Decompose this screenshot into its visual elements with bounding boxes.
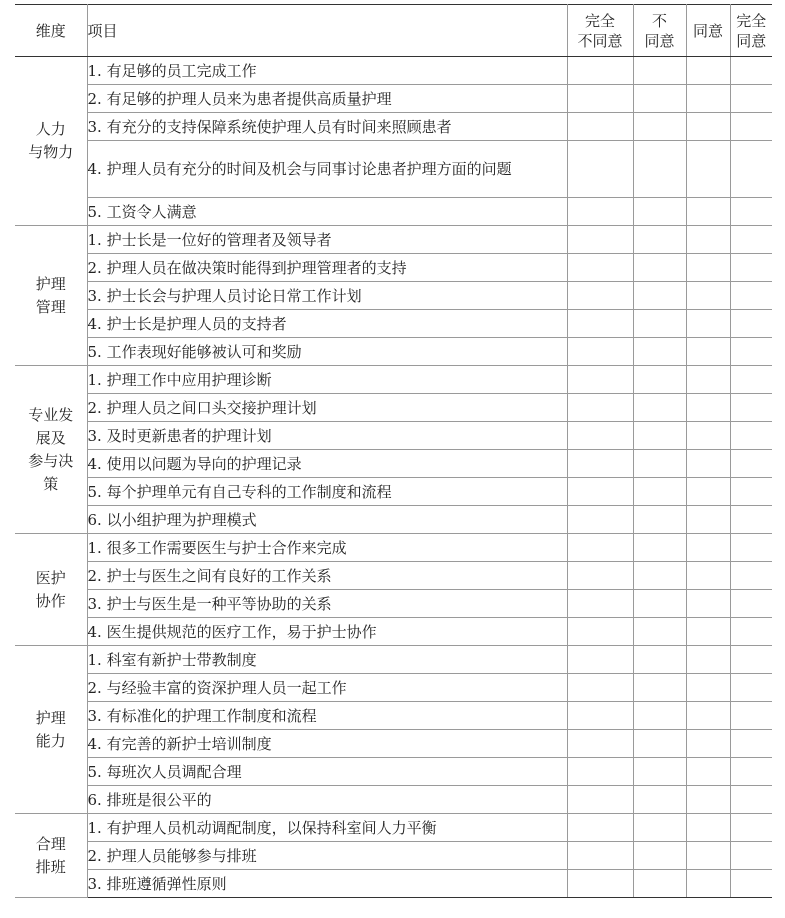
response-cell-strongly-agree[interactable]: [730, 842, 772, 870]
response-cell-strongly-agree[interactable]: [730, 422, 772, 450]
response-cell-strongly-disagree[interactable]: [567, 618, 633, 646]
response-cell-strongly-disagree[interactable]: [567, 562, 633, 590]
response-cell-disagree[interactable]: [633, 870, 686, 898]
response-cell-disagree[interactable]: [633, 618, 686, 646]
response-cell-agree[interactable]: [686, 57, 730, 85]
dimension-label: 护理 管理: [15, 226, 87, 366]
response-cell-strongly-disagree[interactable]: [567, 814, 633, 842]
response-cell-agree[interactable]: [686, 85, 730, 113]
response-cell-strongly-disagree[interactable]: [567, 394, 633, 422]
dimension-label: 合理 排班: [15, 814, 87, 898]
response-cell-strongly-agree[interactable]: [730, 646, 772, 674]
response-cell-disagree[interactable]: [633, 366, 686, 394]
survey-body: [15, 57, 772, 898]
response-cell-strongly-disagree[interactable]: [567, 450, 633, 478]
table-row: [15, 730, 772, 758]
item-text: 5. 每班次人员调配合理: [87, 758, 567, 786]
response-cell-strongly-agree[interactable]: [730, 310, 772, 338]
item-text: 3. 护士与医生是一种平等协助的关系: [87, 590, 567, 618]
response-cell-agree[interactable]: [686, 786, 730, 814]
response-cell-strongly-disagree[interactable]: [567, 702, 633, 730]
response-cell-strongly-agree[interactable]: [730, 786, 772, 814]
header-option-label: 同意: [692, 21, 723, 40]
response-cell-agree[interactable]: [686, 478, 730, 506]
response-cell-strongly-disagree[interactable]: [567, 338, 633, 366]
response-cell-strongly-agree[interactable]: [730, 282, 772, 310]
response-cell-strongly-disagree[interactable]: [567, 758, 633, 786]
response-cell-disagree[interactable]: [633, 786, 686, 814]
item-text: 2. 与经验丰富的资深护理人员一起工作: [87, 674, 567, 702]
item-text: 1. 有护理人员机动调配制度，以保持科室间人力平衡: [87, 814, 567, 842]
response-cell-agree[interactable]: [686, 674, 730, 702]
response-cell-strongly-disagree[interactable]: [567, 198, 633, 226]
table-row: [15, 141, 772, 198]
header-item: 项目: [87, 5, 567, 57]
item-text: 3. 及时更新患者的护理计划: [87, 422, 567, 450]
response-cell-agree[interactable]: [686, 702, 730, 730]
response-cell-disagree[interactable]: [633, 198, 686, 226]
item-text: 4. 医生提供规范的医疗工作，易于护士协作: [87, 618, 567, 646]
response-cell-strongly-disagree[interactable]: [567, 730, 633, 758]
response-cell-strongly-agree[interactable]: [730, 814, 772, 842]
table-row: [15, 198, 772, 226]
dimension-label: 人力 与物力: [15, 57, 87, 226]
response-cell-agree[interactable]: [686, 141, 730, 198]
response-cell-strongly-disagree[interactable]: [567, 366, 633, 394]
response-cell-disagree[interactable]: [633, 478, 686, 506]
response-cell-agree[interactable]: [686, 534, 730, 562]
response-cell-strongly-agree[interactable]: [730, 394, 772, 422]
table-row: [15, 310, 772, 338]
response-cell-strongly-agree[interactable]: [730, 57, 772, 85]
response-cell-disagree[interactable]: [633, 702, 686, 730]
response-cell-strongly-agree[interactable]: [730, 254, 772, 282]
item-text: 3. 有标准化的护理工作制度和流程: [87, 702, 567, 730]
table-row: [15, 422, 772, 450]
table-row: [15, 870, 772, 898]
response-cell-strongly-agree[interactable]: [730, 590, 772, 618]
table-row: [15, 590, 772, 618]
item-text: 1. 护士长是一位好的管理者及领导者: [87, 226, 567, 254]
table-row: [15, 786, 772, 814]
response-cell-strongly-disagree[interactable]: [567, 254, 633, 282]
response-cell-agree[interactable]: [686, 113, 730, 141]
table-row: [15, 674, 772, 702]
response-cell-disagree[interactable]: [633, 226, 686, 254]
response-cell-agree[interactable]: [686, 506, 730, 534]
response-cell-disagree[interactable]: [633, 85, 686, 113]
dimension-label: 护理 能力: [15, 646, 87, 814]
response-cell-disagree[interactable]: [633, 590, 686, 618]
response-cell-agree[interactable]: [686, 618, 730, 646]
item-text: 2. 护理人员在做决策时能得到护理管理者的支持: [87, 254, 567, 282]
response-cell-strongly-agree[interactable]: [730, 562, 772, 590]
response-cell-strongly-agree[interactable]: [730, 198, 772, 226]
response-cell-agree[interactable]: [686, 198, 730, 226]
table-row: [15, 562, 772, 590]
response-cell-strongly-agree[interactable]: [730, 758, 772, 786]
header-option-strongly-disagree: [567, 5, 633, 57]
response-cell-disagree[interactable]: [633, 450, 686, 478]
response-cell-agree[interactable]: [686, 758, 730, 786]
response-cell-strongly-agree[interactable]: [730, 870, 772, 898]
item-text: 4. 护理人员有充分的时间及机会与同事讨论患者护理方面的问题: [87, 141, 567, 198]
table-row: [15, 282, 772, 310]
response-cell-strongly-disagree[interactable]: [567, 534, 633, 562]
response-cell-strongly-disagree[interactable]: [567, 870, 633, 898]
response-cell-disagree[interactable]: [633, 310, 686, 338]
response-cell-strongly-disagree[interactable]: [567, 478, 633, 506]
table-row: [15, 394, 772, 422]
response-cell-agree[interactable]: [686, 646, 730, 674]
item-text: 4. 使用以问题为导向的护理记录: [87, 450, 567, 478]
response-cell-disagree[interactable]: [633, 282, 686, 310]
dimension-label: 专业发 展及 参与决 策: [15, 366, 87, 534]
table-row: [15, 338, 772, 366]
response-cell-strongly-disagree[interactable]: [567, 422, 633, 450]
response-cell-agree[interactable]: [686, 870, 730, 898]
item-text: 2. 有足够的护理人员来为患者提供高质量护理: [87, 85, 567, 113]
response-cell-strongly-disagree[interactable]: [567, 282, 633, 310]
item-text: 6. 排班是很公平的: [87, 786, 567, 814]
response-cell-disagree[interactable]: [633, 113, 686, 141]
item-text: 1. 护理工作中应用护理诊断: [87, 366, 567, 394]
response-cell-strongly-agree[interactable]: [730, 141, 772, 198]
item-text: 4. 有完善的新护士培训制度: [87, 730, 567, 758]
item-text: 1. 很多工作需要医生与护士合作来完成: [87, 534, 567, 562]
response-cell-agree[interactable]: [686, 226, 730, 254]
response-cell-disagree[interactable]: [633, 422, 686, 450]
response-cell-disagree[interactable]: [633, 562, 686, 590]
response-cell-strongly-agree[interactable]: [730, 618, 772, 646]
item-text: 5. 每个护理单元有自己专科的工作制度和流程: [87, 478, 567, 506]
response-cell-strongly-agree[interactable]: [730, 506, 772, 534]
response-cell-disagree[interactable]: [633, 394, 686, 422]
response-cell-agree[interactable]: [686, 562, 730, 590]
item-text: 2. 护士与医生之间有良好的工作关系: [87, 562, 567, 590]
response-cell-agree[interactable]: [686, 254, 730, 282]
response-cell-strongly-disagree[interactable]: [567, 226, 633, 254]
header-row: [15, 5, 772, 57]
response-cell-agree[interactable]: [686, 590, 730, 618]
item-text: 6. 以小组护理为护理模式: [87, 506, 567, 534]
table-row: [15, 646, 772, 674]
header-option-strongly-agree: [730, 5, 772, 57]
response-cell-disagree[interactable]: [633, 534, 686, 562]
header-option-agree: [686, 5, 730, 57]
table-row: [15, 758, 772, 786]
table-row: [15, 226, 772, 254]
response-cell-disagree[interactable]: [633, 842, 686, 870]
table-row: [15, 478, 772, 506]
response-cell-disagree[interactable]: [633, 758, 686, 786]
response-cell-strongly-agree[interactable]: [730, 450, 772, 478]
response-cell-disagree[interactable]: [633, 141, 686, 198]
response-cell-disagree[interactable]: [633, 506, 686, 534]
response-cell-disagree[interactable]: [633, 730, 686, 758]
response-cell-disagree[interactable]: [633, 646, 686, 674]
survey-table: [15, 4, 772, 898]
header-dimension: 维度: [15, 5, 87, 57]
item-text: 3. 护士长会与护理人员讨论日常工作计划: [87, 282, 567, 310]
response-cell-agree[interactable]: [686, 814, 730, 842]
response-cell-strongly-agree[interactable]: [730, 226, 772, 254]
response-cell-strongly-disagree[interactable]: [567, 506, 633, 534]
response-cell-disagree[interactable]: [633, 674, 686, 702]
item-text: 2. 护理人员能够参与排班: [87, 842, 567, 870]
response-cell-agree[interactable]: [686, 730, 730, 758]
response-cell-strongly-disagree[interactable]: [567, 590, 633, 618]
response-cell-strongly-disagree[interactable]: [567, 57, 633, 85]
response-cell-disagree[interactable]: [633, 814, 686, 842]
response-cell-strongly-agree[interactable]: [730, 338, 772, 366]
table-row: [15, 85, 772, 113]
response-cell-strongly-agree[interactable]: [730, 702, 772, 730]
item-text: 1. 有足够的员工完成工作: [87, 57, 567, 85]
item-text: 3. 排班遵循弹性原则: [87, 870, 567, 898]
table-row: [15, 842, 772, 870]
header-option-label: 完全 不同意: [577, 11, 623, 50]
response-cell-agree[interactable]: [686, 422, 730, 450]
item-text: 2. 护理人员之间口头交接护理计划: [87, 394, 567, 422]
item-text: 5. 工作表现好能够被认可和奖励: [87, 338, 567, 366]
response-cell-strongly-agree[interactable]: [730, 85, 772, 113]
response-cell-strongly-disagree[interactable]: [567, 842, 633, 870]
response-cell-strongly-disagree[interactable]: [567, 786, 633, 814]
response-cell-strongly-agree[interactable]: [730, 730, 772, 758]
item-text: 3. 有充分的支持保障系统使护理人员有时间来照顾患者: [87, 113, 567, 141]
item-text: 4. 护士长是护理人员的支持者: [87, 310, 567, 338]
response-cell-agree[interactable]: [686, 282, 730, 310]
header-option-disagree: [633, 5, 686, 57]
header-option-label: 不 同意: [644, 11, 675, 50]
item-text: 1. 科室有新护士带教制度: [87, 646, 567, 674]
response-cell-strongly-agree[interactable]: [730, 674, 772, 702]
table-row: [15, 366, 772, 394]
item-text: 5. 工资令人满意: [87, 198, 567, 226]
response-cell-strongly-agree[interactable]: [730, 366, 772, 394]
table-row: [15, 534, 772, 562]
response-cell-disagree[interactable]: [633, 57, 686, 85]
table-row: [15, 57, 772, 85]
response-cell-disagree[interactable]: [633, 338, 686, 366]
response-cell-agree[interactable]: [686, 366, 730, 394]
table-row: [15, 618, 772, 646]
response-cell-strongly-agree[interactable]: [730, 534, 772, 562]
response-cell-agree[interactable]: [686, 338, 730, 366]
header-option-label: 完全 同意: [736, 11, 767, 50]
table-row: [15, 506, 772, 534]
response-cell-strongly-disagree[interactable]: [567, 646, 633, 674]
table-row: [15, 702, 772, 730]
response-cell-agree[interactable]: [686, 450, 730, 478]
response-cell-strongly-disagree[interactable]: [567, 674, 633, 702]
table-row: [15, 254, 772, 282]
response-cell-strongly-disagree[interactable]: [567, 113, 633, 141]
table-row: [15, 814, 772, 842]
response-cell-agree[interactable]: [686, 310, 730, 338]
response-cell-strongly-disagree[interactable]: [567, 141, 633, 198]
dimension-label: 医护 协作: [15, 534, 87, 646]
response-cell-strongly-disagree[interactable]: [567, 310, 633, 338]
response-cell-strongly-agree[interactable]: [730, 113, 772, 141]
response-cell-strongly-disagree[interactable]: [567, 85, 633, 113]
response-cell-agree[interactable]: [686, 394, 730, 422]
response-cell-agree[interactable]: [686, 842, 730, 870]
response-cell-strongly-agree[interactable]: [730, 478, 772, 506]
response-cell-disagree[interactable]: [633, 254, 686, 282]
table-row: [15, 113, 772, 141]
table-row: [15, 450, 772, 478]
